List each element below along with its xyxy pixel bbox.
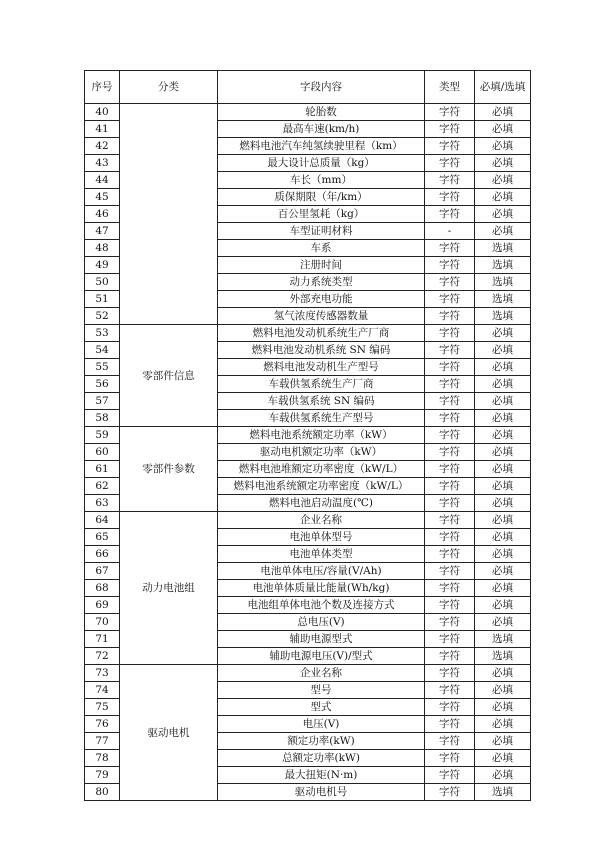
row-type: 字符 — [425, 342, 475, 359]
row-required: 必填 — [475, 614, 531, 631]
row-type: 字符 — [425, 155, 475, 172]
row-type: 字符 — [425, 631, 475, 648]
row-field: 电池单体电压/容量(V/Ah) — [218, 563, 425, 580]
row-type: 字符 — [425, 104, 475, 121]
row-no: 62 — [85, 478, 120, 495]
row-no: 71 — [85, 631, 120, 648]
row-required: 必填 — [475, 444, 531, 461]
row-type: 字符 — [425, 291, 475, 308]
row-type: 字符 — [425, 240, 475, 257]
row-no: 61 — [85, 461, 120, 478]
row-no: 75 — [85, 699, 120, 716]
table-header — [85, 71, 531, 104]
row-no: 42 — [85, 138, 120, 155]
row-required: 必填 — [475, 121, 531, 138]
header-field: 字段内容 — [218, 71, 425, 104]
row-required: 必填 — [475, 580, 531, 597]
row-type: - — [425, 223, 475, 240]
row-type: 字符 — [425, 665, 475, 682]
row-field: 电压(V) — [218, 716, 425, 733]
row-required: 选填 — [475, 257, 531, 274]
row-field: 氢气浓度传感器数量 — [218, 308, 425, 325]
row-required: 必填 — [475, 427, 531, 444]
row-field: 驱动电机额定功率（kW） — [218, 444, 425, 461]
row-type: 字符 — [425, 682, 475, 699]
row-type: 字符 — [425, 699, 475, 716]
row-no: 72 — [85, 648, 120, 665]
header-required: 必填/选填 — [475, 71, 531, 104]
row-no: 51 — [85, 291, 120, 308]
row-field: 企业名称 — [218, 512, 425, 529]
row-no: 53 — [85, 325, 120, 342]
row-no: 74 — [85, 682, 120, 699]
row-field: 最高车速(km/h) — [218, 121, 425, 138]
row-type: 字符 — [425, 376, 475, 393]
row-required: 必填 — [475, 767, 531, 784]
category-cell: 零部件参数 — [120, 427, 218, 512]
table-row — [85, 427, 531, 444]
category-cell: 动力电池组 — [120, 512, 218, 665]
row-required: 必填 — [475, 563, 531, 580]
row-field: 驱动电机号 — [218, 784, 425, 801]
row-field: 电池单体质量比能量(Wh/kg) — [218, 580, 425, 597]
row-field: 车长（mm） — [218, 172, 425, 189]
row-required: 必填 — [475, 189, 531, 206]
row-type: 字符 — [425, 512, 475, 529]
row-field: 电池组单体电池个数及连接方式 — [218, 597, 425, 614]
row-no: 63 — [85, 495, 120, 512]
row-field: 燃料电池发动机系统 SN 编码 — [218, 342, 425, 359]
row-field: 车载供氢系统 SN 编码 — [218, 393, 425, 410]
row-field: 型式 — [218, 699, 425, 716]
row-field: 燃料电池系统额定功率（kW） — [218, 427, 425, 444]
row-type: 字符 — [425, 478, 475, 495]
row-required: 必填 — [475, 376, 531, 393]
table-row — [85, 512, 531, 529]
header-row — [85, 71, 531, 104]
row-no: 68 — [85, 580, 120, 597]
row-no: 69 — [85, 597, 120, 614]
row-no: 77 — [85, 733, 120, 750]
row-no: 55 — [85, 359, 120, 376]
row-type: 字符 — [425, 750, 475, 767]
row-no: 66 — [85, 546, 120, 563]
row-field: 车型证明材料 — [218, 223, 425, 240]
row-type: 字符 — [425, 359, 475, 376]
row-type: 字符 — [425, 444, 475, 461]
row-required: 必填 — [475, 546, 531, 563]
row-no: 57 — [85, 393, 120, 410]
row-required: 选填 — [475, 308, 531, 325]
row-required: 选填 — [475, 274, 531, 291]
row-required: 必填 — [475, 393, 531, 410]
row-field: 注册时间 — [218, 257, 425, 274]
row-type: 字符 — [425, 172, 475, 189]
table-row — [85, 104, 531, 121]
row-field: 电池单体类型 — [218, 546, 425, 563]
row-type: 字符 — [425, 614, 475, 631]
row-field: 电池单体型号 — [218, 529, 425, 546]
row-required: 必填 — [475, 359, 531, 376]
row-no: 40 — [85, 104, 120, 121]
row-type: 字符 — [425, 189, 475, 206]
row-required: 必填 — [475, 461, 531, 478]
row-no: 67 — [85, 563, 120, 580]
row-no: 50 — [85, 274, 120, 291]
row-field: 辅助电源电压(V)/型式 — [218, 648, 425, 665]
row-type: 字符 — [425, 784, 475, 801]
row-required: 必填 — [475, 206, 531, 223]
row-type: 字符 — [425, 767, 475, 784]
spec-table — [84, 70, 531, 801]
row-no: 64 — [85, 512, 120, 529]
row-field: 轮胎数 — [218, 104, 425, 121]
row-required: 必填 — [475, 495, 531, 512]
category-cell — [120, 104, 218, 325]
row-required: 必填 — [475, 325, 531, 342]
row-field: 燃料电池堆额定功率密度（kW/L） — [218, 461, 425, 478]
table-row — [85, 665, 531, 682]
row-type: 字符 — [425, 648, 475, 665]
row-field: 燃料电池汽车纯氢续驶里程（km） — [218, 138, 425, 155]
row-type: 字符 — [425, 495, 475, 512]
row-required: 必填 — [475, 716, 531, 733]
row-no: 58 — [85, 410, 120, 427]
row-no: 59 — [85, 427, 120, 444]
row-type: 字符 — [425, 257, 475, 274]
row-type: 字符 — [425, 529, 475, 546]
row-required: 必填 — [475, 138, 531, 155]
row-field: 百公里氢耗（kg） — [218, 206, 425, 223]
row-type: 字符 — [425, 308, 475, 325]
row-no: 73 — [85, 665, 120, 682]
header-category: 分类 — [120, 71, 218, 104]
row-field: 车系 — [218, 240, 425, 257]
row-field: 企业名称 — [218, 665, 425, 682]
row-no: 46 — [85, 206, 120, 223]
row-no: 47 — [85, 223, 120, 240]
row-field: 辅助电源型式 — [218, 631, 425, 648]
row-type: 字符 — [425, 733, 475, 750]
row-no: 56 — [85, 376, 120, 393]
row-required: 必填 — [475, 172, 531, 189]
row-field: 车载供氢系统生产型号 — [218, 410, 425, 427]
header-type: 类型 — [425, 71, 475, 104]
row-required: 必填 — [475, 699, 531, 716]
row-required: 必填 — [475, 665, 531, 682]
row-required: 必填 — [475, 512, 531, 529]
row-type: 字符 — [425, 121, 475, 138]
row-field: 外部充电功能 — [218, 291, 425, 308]
row-no: 70 — [85, 614, 120, 631]
row-no: 54 — [85, 342, 120, 359]
row-required: 必填 — [475, 342, 531, 359]
row-field: 总电压(V) — [218, 614, 425, 631]
category-cell: 驱动电机 — [120, 665, 218, 801]
row-field: 额定功率(kW) — [218, 733, 425, 750]
row-required: 选填 — [475, 291, 531, 308]
row-required: 必填 — [475, 223, 531, 240]
row-no: 76 — [85, 716, 120, 733]
row-no: 41 — [85, 121, 120, 138]
row-required: 必填 — [475, 733, 531, 750]
row-required: 必填 — [475, 750, 531, 767]
row-type: 字符 — [425, 206, 475, 223]
row-type: 字符 — [425, 563, 475, 580]
row-field: 型号 — [218, 682, 425, 699]
row-field: 燃料电池系统额定功率密度（kW/L） — [218, 478, 425, 495]
row-field: 动力系统类型 — [218, 274, 425, 291]
row-field: 燃料电池启动温度(℃) — [218, 495, 425, 512]
row-no: 48 — [85, 240, 120, 257]
row-field: 燃料电池发动机系统生产厂商 — [218, 325, 425, 342]
row-required: 选填 — [475, 648, 531, 665]
row-required: 必填 — [475, 478, 531, 495]
header-no: 序号 — [85, 71, 120, 104]
row-no: 52 — [85, 308, 120, 325]
row-type: 字符 — [425, 427, 475, 444]
row-required: 必填 — [475, 104, 531, 121]
row-type: 字符 — [425, 546, 475, 563]
row-type: 字符 — [425, 393, 475, 410]
row-required: 选填 — [475, 631, 531, 648]
row-field: 燃料电池发动机生产型号 — [218, 359, 425, 376]
row-required: 选填 — [475, 240, 531, 257]
row-no: 43 — [85, 155, 120, 172]
row-required: 必填 — [475, 410, 531, 427]
row-field: 最大设计总质量（kg） — [218, 155, 425, 172]
row-type: 字符 — [425, 461, 475, 478]
row-required: 必填 — [475, 597, 531, 614]
category-cell: 零部件信息 — [120, 325, 218, 427]
row-no: 65 — [85, 529, 120, 546]
row-field: 最大扭矩(N·m) — [218, 767, 425, 784]
row-type: 字符 — [425, 138, 475, 155]
table-body — [85, 104, 531, 801]
row-type: 字符 — [425, 597, 475, 614]
row-field: 质保期限（年/km） — [218, 189, 425, 206]
row-required: 选填 — [475, 784, 531, 801]
row-no: 78 — [85, 750, 120, 767]
row-required: 必填 — [475, 155, 531, 172]
row-no: 49 — [85, 257, 120, 274]
row-type: 字符 — [425, 325, 475, 342]
row-field: 总额定功率(kW) — [218, 750, 425, 767]
row-no: 45 — [85, 189, 120, 206]
table-row — [85, 325, 531, 342]
row-no: 80 — [85, 784, 120, 801]
row-no: 79 — [85, 767, 120, 784]
row-type: 字符 — [425, 410, 475, 427]
row-required: 必填 — [475, 682, 531, 699]
row-no: 44 — [85, 172, 120, 189]
row-required: 必填 — [475, 529, 531, 546]
row-field: 车载供氢系统生产厂商 — [218, 376, 425, 393]
row-type: 字符 — [425, 274, 475, 291]
row-no: 60 — [85, 444, 120, 461]
row-type: 字符 — [425, 580, 475, 597]
row-type: 字符 — [425, 716, 475, 733]
